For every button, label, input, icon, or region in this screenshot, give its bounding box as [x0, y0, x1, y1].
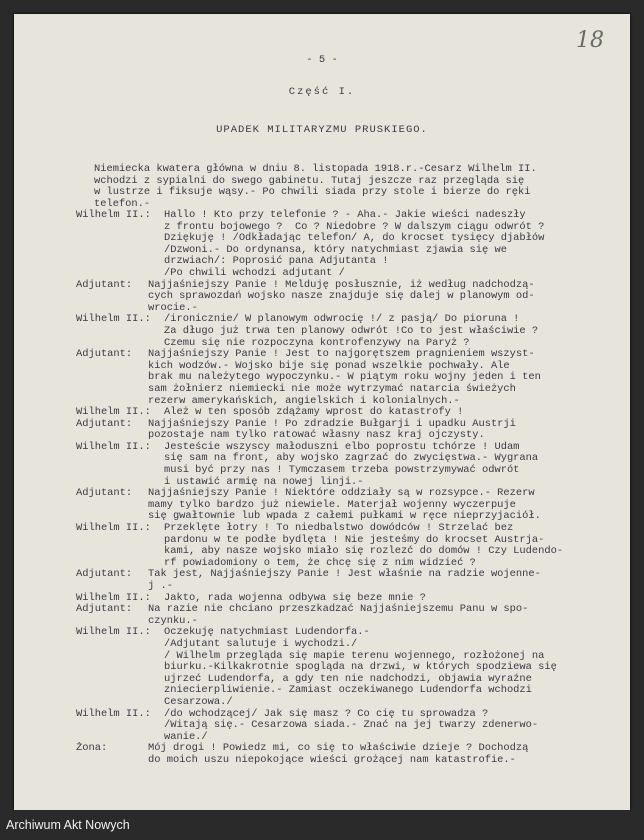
- speech-line: się gwałtownie lub wpada z całemi pułkami w ręce nieprzyjaciół.: [148, 510, 541, 523]
- dialogue-turn: [76, 743, 616, 766]
- dialogue-block: [76, 210, 616, 767]
- speech-line: /Witają się.- Cesarzowa siada.- Znać na jej twarzy zdenerwo-: [164, 719, 539, 732]
- dialogue-turn: [76, 604, 616, 627]
- speech-line: musi być przy nas ! Tymczasem trzeba powstrzymywać odwrót: [164, 464, 520, 477]
- speech-line: zniecierpliwienie.- Zamiast oczekiwanego Ludendorfa wchodzi: [164, 684, 532, 697]
- dialogue-turn: [76, 419, 616, 442]
- speaker-name: Adjutant:: [76, 487, 133, 500]
- dialogue-turn: [76, 709, 616, 744]
- speaker-name: Wilhelm II.:: [76, 591, 151, 604]
- dialogue-turn: [76, 627, 616, 708]
- speech-line: kami, aby nasze wojsko miało się rozlezć do domów ! Czy Ludendo-: [164, 545, 564, 558]
- speech-line: /do wchodzącej/ Jak się masz ? Co cię tu sprowadza ?: [164, 707, 489, 720]
- speech-line: biurku.-Kilkakrotnie spogląda na drzwi, w których spodziewa się: [164, 661, 557, 674]
- dialogue-turn: [76, 210, 616, 280]
- speaker-name: Adjutant:: [76, 603, 133, 616]
- speech-line: czynku.-: [148, 614, 198, 627]
- speech-text: [148, 604, 616, 627]
- page-number: - 5 -: [306, 54, 338, 66]
- speech-line: pozostaje nam tylko ratować własny nasz kraj ojczysty.: [148, 429, 485, 442]
- speaker-name: Wilhelm II.:: [76, 313, 151, 326]
- speech-line: do moich uszu niepokojące wieści grożącej nam katastrofie.-: [148, 753, 516, 766]
- speech-line: mamy tylko bardzo już niewiele. Materjał wojenny wyczerpuje: [148, 498, 516, 511]
- dialogue-turn: [76, 280, 616, 315]
- speaker-name: Wilhelm II.:: [76, 522, 151, 535]
- dialogue-turn: [76, 407, 616, 419]
- speaker-name: Żona:: [76, 742, 108, 755]
- speaker-name: Wilhelm II.:: [76, 626, 151, 639]
- intro-line: telefon.-: [94, 197, 151, 210]
- speech-line: Tak jest, Najjaśniejszy Panie ! Jest właśnie na radzie wojenne-: [148, 568, 541, 581]
- stage-direction-intro: [94, 164, 614, 210]
- speech-text: [148, 349, 616, 407]
- speech-line: Najjaśniejszy Panie ! Niektóre oddziały są w rozsypce.- Rezerw: [148, 487, 535, 500]
- speech-line: cych sprawozdań wojsko nasze znajduje się dalej w planowym od-: [148, 290, 535, 303]
- speaker-name: Adjutant:: [76, 278, 133, 291]
- speech-line: Mój drogi ! Powiedz mi, co się to właściwie dzieje ? Dochodzą: [148, 742, 529, 755]
- part-heading: Część I.: [288, 86, 356, 98]
- speech-line: Czemu się nie rozpoczyna kontrofenzywy na Paryż ?: [164, 336, 470, 349]
- speech-line: /Adjutant salutuje i wychodzi./: [164, 637, 358, 650]
- speech-line: Na razie nie chciano przeszkadzać Najjaśniejszemu Panu w spo-: [148, 603, 529, 616]
- speech-line: /ironicznie/ W planowym odwrocię !/ z pasją/ Do pioruna !: [164, 313, 520, 326]
- speech-line: Najjaśniejszy Panie ! Po zdradzie Bułgarji i upadku Austrji: [148, 417, 516, 430]
- speech-text: [164, 442, 616, 488]
- speech-line: wanie./: [164, 730, 208, 743]
- speech-text: [148, 569, 616, 592]
- speech-line: rezerw amerykańskich, angielskich i kolonialnych.-: [148, 394, 460, 407]
- speech-line: wrocie.-: [148, 301, 198, 314]
- speech-text: [148, 488, 616, 523]
- speech-text: [164, 210, 616, 280]
- speech-line: pardonu w te podłe bydlęta ! Nie jesteśmy do krocset Austrja-: [164, 533, 545, 546]
- speech-text: [148, 419, 616, 442]
- speech-line: ujrzeć Ludendorfa, a gdy ten nie nadchodzi, objawia wyraźne: [164, 672, 532, 685]
- speech-line: Hallo ! Kto przy telefonie ? - Aha.- Jakie wieści nadeszły: [164, 209, 526, 221]
- dialogue-turn: [76, 569, 616, 592]
- speech-text: [164, 407, 616, 419]
- dialogue-turn: [76, 314, 616, 349]
- speech-line: kich wodzów.- Wojsko bije się ponad wszelkie pochwały. Ale: [148, 359, 510, 372]
- speech-line: Dziękuję ! /Odkładając telefon/ A, do krocset tysięcy djabłów: [164, 232, 545, 245]
- dialogue-turn: [76, 488, 616, 523]
- dialogue-turn: [76, 442, 616, 488]
- speaker-name: Adjutant:: [76, 348, 133, 361]
- speech-line: Jakto, rada wojenna odbywa się beze mnie ?: [164, 591, 426, 604]
- speech-line: z frontu bojowego ? Co ? Niedobre ? W dalszym ciągu odwrót ?: [164, 220, 545, 233]
- dialogue-turn: [76, 523, 616, 569]
- speech-line: Najjaśniejszy Panie ! Jest to najgorętszem pragnieniem wszyst-: [148, 348, 535, 361]
- speech-line: drzwiach/: Poprosić pana Adjutanta !: [164, 255, 389, 268]
- intro-line: wchodzi z sypialni do swego gabinetu. Tutaj jeszcze raz przegląda się: [94, 174, 525, 187]
- speech-line: j .-: [148, 580, 173, 592]
- speaker-name: Wilhelm II.:: [76, 209, 151, 221]
- speaker-name: Wilhelm II.:: [76, 707, 151, 720]
- handwritten-page-number: 18: [576, 28, 604, 53]
- speech-text: [148, 280, 616, 315]
- speech-line: /Dzwoni.- Do ordynansa, który natychmiast zjawia się we: [164, 243, 507, 256]
- speaker-name: Adjutant:: [76, 568, 133, 581]
- speaker-name: Wilhelm II.:: [76, 406, 151, 419]
- speech-text: [164, 314, 616, 349]
- speech-line: Przeklęte łotry ! To niedbalstwo dowódców ! Strzelać bez: [164, 522, 514, 535]
- speech-text: [164, 627, 616, 708]
- speech-line: Najjaśniejszy Panie ! Melduję posłusznie, iż według nadchodzą-: [148, 278, 535, 291]
- speech-line: rf powiadomiony o tem, że chcę się z nim widzieć ?: [164, 556, 476, 569]
- speech-line: Ależ w ten sposób zdążamy wprost do katastrofy !: [164, 406, 464, 419]
- typewritten-page: [14, 14, 630, 810]
- dialogue-turn: [76, 349, 616, 407]
- speech-line: Za długo już trwa ten planowy odwrót !Co to jest właściwie ?: [164, 324, 539, 337]
- archive-footer: Archiwum Akt Nowych: [0, 810, 644, 840]
- speech-line: / Wilhelm przegląda się mapie terenu wojennego, rozłożonej na: [164, 649, 545, 662]
- speech-line: /Po chwili wchodzi adjutant /: [164, 266, 345, 279]
- speech-line: brak mu należytego wypoczynku.- W piątym roku wojny jeden i ten: [148, 371, 541, 384]
- speech-line: Oczekuję natychmiast Ludendorfa.-: [164, 626, 370, 639]
- speech-line: się sam na front, aby wojsko zagrzać do zwycięstwa.- Wygrana: [164, 452, 539, 465]
- intro-line: w lustrze i fiksuje wąsy.- Po chwili siada przy stole i bierze do ręki: [94, 186, 531, 199]
- chapter-title: UPADEK MILITARYZMU PRUSKIEGO.: [216, 124, 428, 136]
- speech-text: [148, 743, 616, 766]
- speech-text: [164, 523, 616, 569]
- speaker-name: Adjutant:: [76, 417, 133, 430]
- speech-line: Jesteście wszyscy małoduszni elbo poprostu tchórze ! Udam: [164, 440, 520, 453]
- speech-line: Cesarzowa./: [164, 695, 233, 708]
- speaker-name: Wilhelm II.:: [76, 440, 151, 453]
- speech-text: [164, 709, 616, 744]
- speech-line: i ustawić armię na nowej linji.-: [164, 475, 364, 488]
- speech-line: sam żołnierz niemiecki nie może wytrzymać natarcia świeżych: [148, 382, 516, 395]
- intro-line: Niemiecka kwatera główna w dniu 8. listopada 1918.r.-Cesarz Wilhelm II.: [94, 163, 537, 175]
